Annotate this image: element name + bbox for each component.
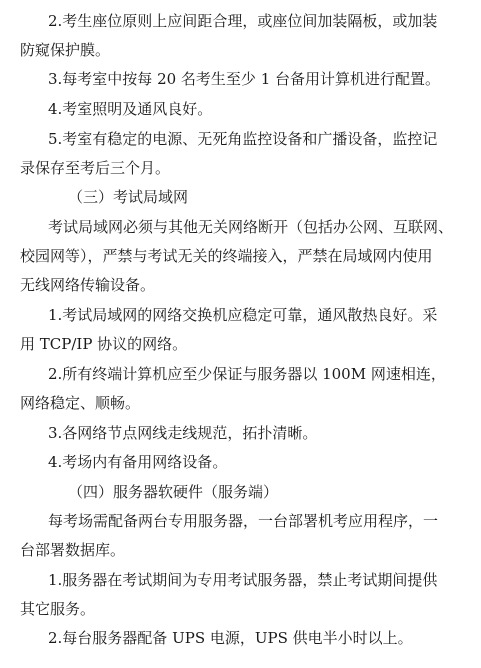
p4-line2: 录保存至考后三个月。 — [20, 159, 171, 177]
p11-line1: 1.服务器在考试期间为专用考试服务器，禁止考试期间提供 — [48, 571, 438, 589]
p2-line1: 3.每考室中按每 20 名考生至少 1 台备用计算机进行配置。 — [48, 70, 441, 88]
p7-line1: 2.所有终端计算机应至少保证与服务器以 100M 网速相连， — [48, 365, 446, 383]
p8-line1: 3.各网络节点网线走线规范，拓扑清晰。 — [48, 424, 318, 442]
p7-line2: 网络稳定、顺畅。 — [20, 394, 141, 412]
p11-line2: 其它服务。 — [20, 600, 96, 618]
p6-line2: 用 TCP/IP 协议的网络。 — [20, 335, 188, 353]
section-heading-4: （四）服务器软硬件（服务端） — [68, 483, 279, 501]
p5-line2: 校园网等），严禁与考试无关的终端接入，严禁在局域网内使用 — [20, 247, 433, 265]
p1-line2: 防窥保护膜。 — [20, 41, 111, 59]
p10-line2: 台部署数据库。 — [20, 541, 126, 559]
p5-line1: 考试局域网必须与其他无关网络断开（包括办公网、互联网、 — [48, 218, 454, 236]
p10-line1: 每考场需配备两台专用服务器，一台部署机考应用程序，一 — [48, 512, 439, 530]
p5-line3: 无线网络传输设备。 — [20, 276, 156, 294]
p12-line1: 2.每台服务器配备 UPS 电源，UPS 供电半小时以上。 — [48, 629, 413, 647]
p6-line1: 1.考试局域网的网络交换机应稳定可靠，通风散热良好。采 — [48, 306, 438, 324]
p9-line1: 4.考场内有备用网络设备。 — [48, 453, 228, 471]
section-heading-3: （三）考试局域网 — [68, 188, 189, 206]
p3-line1: 4.考室照明及通风良好。 — [48, 100, 213, 118]
p1-line1: 2.考生座位原则上应间距合理，或座位间加装隔板，或加装 — [48, 12, 438, 30]
p4-line1: 5.考室有稳定的电源、无死角监控设备和广播设备，监控记 — [48, 130, 438, 148]
